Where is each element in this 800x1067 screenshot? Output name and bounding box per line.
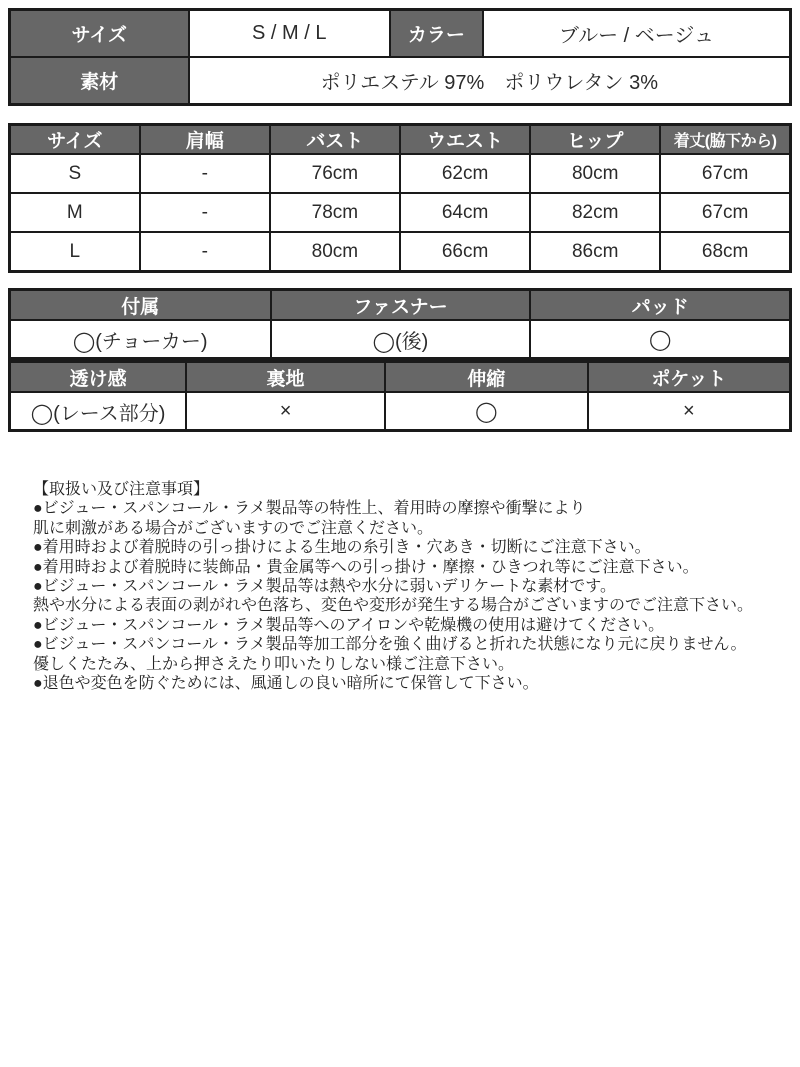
col-header-waist: ウエスト (400, 125, 530, 155)
care-note-line: ●着用時および着脱時の引っ掛けによる生地の糸引き・穴あき・切断にご注意下さい。 (33, 539, 651, 557)
cell-shoulder: - (140, 193, 270, 232)
features-table-2 (8, 360, 792, 432)
cell-waist: 66cm (400, 232, 530, 272)
col-header-stretch: 伸縮 (385, 362, 588, 393)
care-note-line: 熱や水分による表面の剥がれや色落ち、変色や変形が発生する場合がございますのでご注意下さい。 (33, 597, 754, 615)
cell-accessory: ◯(チョーカー) (10, 320, 271, 359)
cell-hip: 80cm (530, 154, 660, 193)
col-header-lining: 裏地 (186, 362, 385, 393)
material-value-cell: ポリエステル 97% ポリウレタン 3% (189, 57, 791, 105)
material-label-cell: 素材 (10, 57, 189, 105)
care-note-line: 肌に刺激がある場合がございますのでご注意ください。 (33, 519, 434, 537)
features-table-1 (8, 288, 792, 360)
color-value-cell: ブルー / ベージュ (483, 10, 791, 58)
cell-length: 68cm (660, 232, 790, 272)
care-note-line: ●ビジュー・スパンコール・ラメ製品等加工部分を強く曲げると折れた状態になり元に戻りません。 (33, 636, 747, 654)
cell-shoulder: - (140, 232, 270, 272)
col-header-hip: ヒップ (530, 125, 660, 155)
basic-info-table (8, 8, 792, 106)
table-row-size-m (10, 193, 791, 232)
size-label-cell: サイズ (10, 10, 189, 58)
table-row (10, 320, 791, 359)
care-note-line: ●着用時および着脱時に装飾品・貴金属等への引っ掛け・摩擦・ひきつれ等にご注意下さい。 (33, 558, 699, 576)
care-note-line: ●ビジュー・スパンコール・ラメ製品等の特性上、着用時の摩擦や衝撃により (33, 500, 586, 518)
table-header-row (10, 290, 791, 321)
col-header-fastener: ファスナー (271, 290, 531, 321)
cell-waist: 64cm (400, 193, 530, 232)
cell-pocket: × (588, 392, 791, 431)
table-row-size-s (10, 154, 791, 193)
care-note-line: ●ビジュー・スパンコール・ラメ製品等は熱や水分に弱いデリケートな素材です。 (33, 578, 616, 596)
cell-bust: 76cm (270, 154, 400, 193)
col-header-shoulder: 肩幅 (140, 125, 270, 155)
table-row (10, 57, 791, 105)
cell-length: 67cm (660, 154, 790, 193)
table-header-row (10, 362, 791, 393)
cell-pad: ◯ (530, 320, 790, 359)
cell-lining: × (186, 392, 385, 431)
color-label-cell: カラー (390, 10, 483, 58)
cell-bust: 80cm (270, 232, 400, 272)
cell-hip: 86cm (530, 232, 660, 272)
size-value-cell: S / M / L (189, 10, 390, 58)
cell-size: S (10, 154, 140, 193)
table-row (10, 10, 791, 58)
care-note-line: 優しくたたみ、上から押さえたり叩いたりしない様ご注意下さい。 (33, 655, 514, 673)
care-note-line: ●ビジュー・スパンコール・ラメ製品等へのアイロンや乾燥機の使用は避けてください。 (33, 616, 665, 634)
cell-waist: 62cm (400, 154, 530, 193)
table-row (10, 392, 791, 431)
cell-fastener: ◯(後) (271, 320, 531, 359)
col-header-sheerness: 透け感 (10, 362, 187, 393)
care-note-line: ●退色や変色を防ぐためには、風通しの良い暗所にて保管して下さい。 (33, 675, 539, 693)
cell-hip: 82cm (530, 193, 660, 232)
col-header-pocket: ポケット (588, 362, 791, 393)
col-header-pad: パッド (530, 290, 790, 321)
cell-length: 67cm (660, 193, 790, 232)
care-notes-title: 【取扱い及び注意事項】 (33, 481, 210, 498)
cell-size: M (10, 193, 140, 232)
col-header-length: 着丈(脇下から) (660, 125, 790, 155)
col-header-size: サイズ (10, 125, 140, 155)
col-header-bust: バスト (270, 125, 400, 155)
cell-bust: 78cm (270, 193, 400, 232)
cell-size: L (10, 232, 140, 272)
table-header-row (10, 125, 791, 155)
cell-shoulder: - (140, 154, 270, 193)
care-notes (33, 480, 792, 693)
cell-sheerness: ◯(レース部分) (10, 392, 187, 431)
measurements-table (8, 123, 792, 273)
col-header-accessory: 付属 (10, 290, 271, 321)
table-row-size-l (10, 232, 791, 272)
cell-stretch: ◯ (385, 392, 588, 431)
